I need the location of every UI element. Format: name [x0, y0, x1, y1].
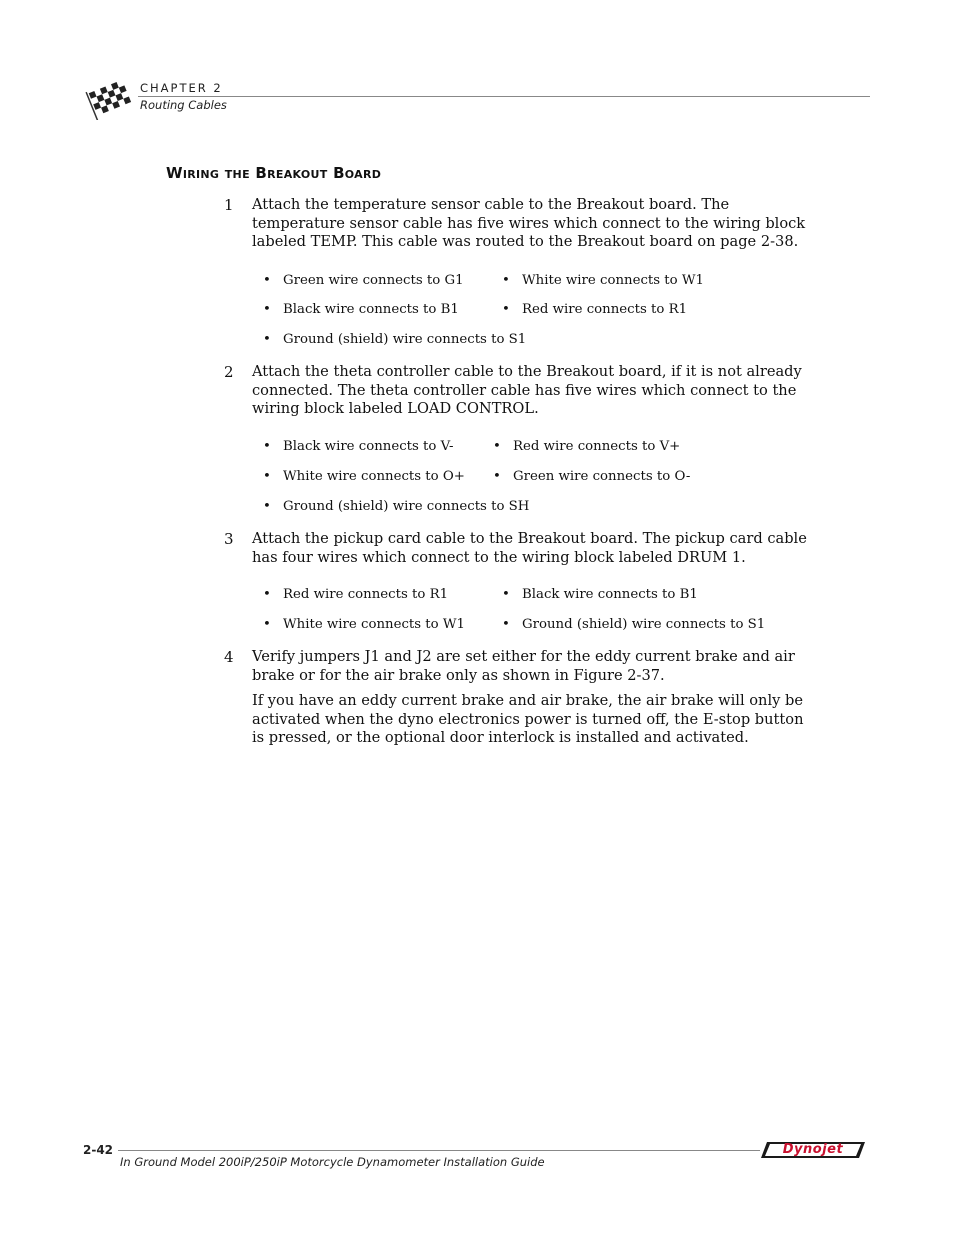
step-number: 2 [224, 363, 234, 381]
footer-divider [118, 1150, 760, 1151]
step-text: Attach the pickup card cable to the Breakout board. The pickup card cable has four wires which connect to the wiring block labeled DRUM 1. [252, 530, 807, 566]
step-text: Verify jumpers J1 and J2 are set either for the eddy current brake and air brake or for the air brake only as shown in Figure 2-37. [252, 648, 795, 684]
list-item: • Ground (shield) wire connects to SH [263, 499, 530, 514]
section-title: Wiring the Breakout Board [166, 164, 382, 182]
step-note: If you have an eddy current brake and air brake, the air brake will only be activated when the dyno electronics power is turned off, the E-stop button is pressed, or the optional door interlock is installed and activated. [252, 692, 804, 747]
list-item: • White wire connects to O+ [263, 469, 465, 484]
list-item: • Black wire connects to B1 [263, 302, 459, 317]
dynojet-logo [761, 1141, 865, 1159]
list-item: • Ground (shield) wire connects to S1 [502, 617, 766, 632]
chapter-label: CHAPTER 2 [140, 81, 223, 95]
step-number: 4 [224, 648, 234, 666]
list-item: • Black wire connects to B1 [502, 587, 698, 602]
list-item: • Red wire connects to R1 [263, 587, 449, 602]
list-item: • Red wire connects to V+ [493, 439, 681, 454]
step-number: 3 [224, 530, 234, 548]
list-item: • Black wire connects to V- [263, 439, 454, 454]
list-item: • White wire connects to W1 [502, 273, 705, 288]
step-text: Attach the temperature sensor cable to the Breakout board. The temperature sensor cable has five wires which connect to the wiring block labeled TEMP. This cable was routed to the Breakout board on page 2-38. [252, 196, 806, 251]
step-number: 1 [224, 196, 234, 214]
logo-text: Dynojet [782, 1142, 844, 1157]
page-number: 2-42 [83, 1143, 114, 1157]
list-item: • Green wire connects to O- [493, 469, 691, 484]
footer-title: In Ground Model 200iP/250iP Motorcycle Dynamometer Installation Guide [120, 1155, 545, 1169]
step-text: Attach the theta controller cable to the Breakout board, if it is not already connected. The theta controller cable has five wires which connect to the wiring block labeled LOAD CONTROL. [252, 363, 802, 418]
list-item: • Red wire connects to R1 [502, 302, 688, 317]
list-item: • Green wire connects to G1 [263, 273, 464, 288]
list-item: • Ground (shield) wire connects to S1 [263, 332, 527, 347]
header-divider [138, 96, 870, 97]
checkered-flag-icon [84, 76, 134, 120]
chapter-subtitle: Routing Cables [140, 98, 227, 112]
list-item: • White wire connects to W1 [263, 617, 466, 632]
